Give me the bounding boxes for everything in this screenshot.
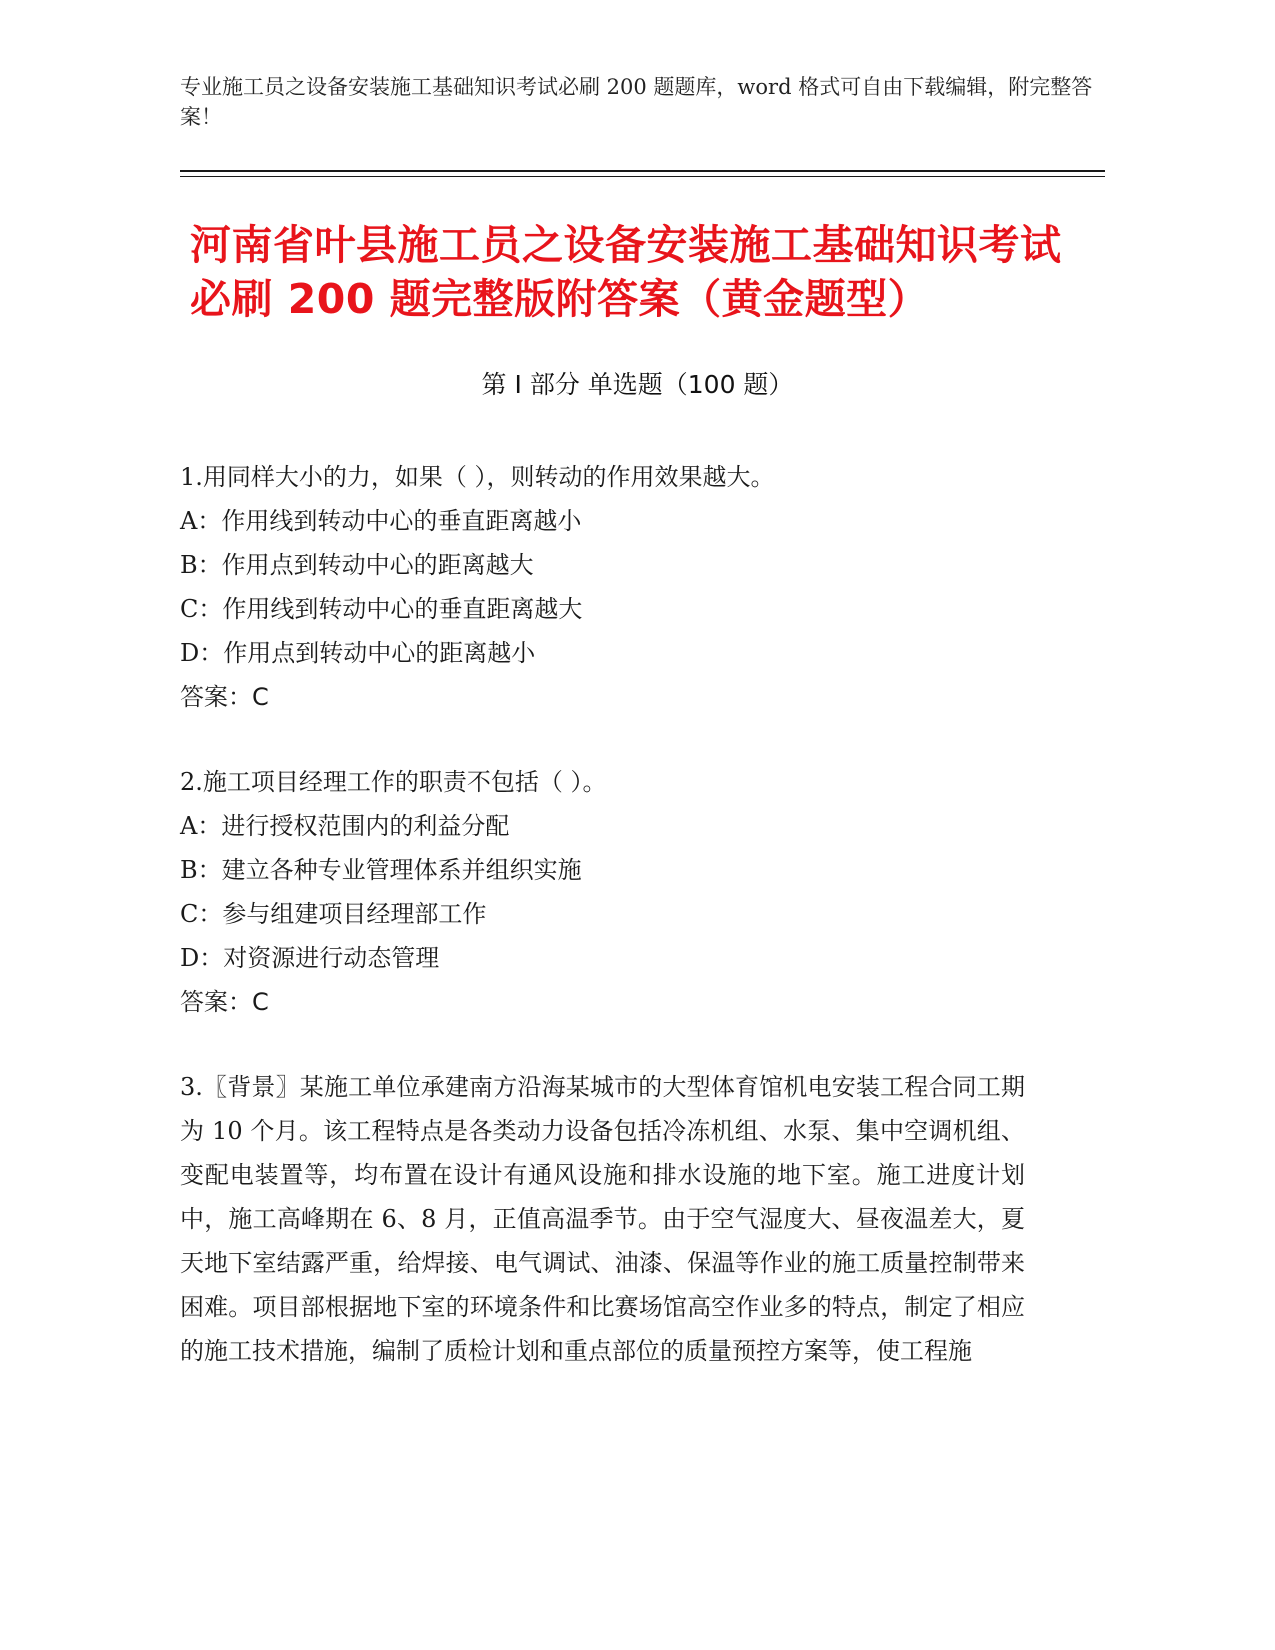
question-stem: 2.施工项目经理工作的职责不包括（ ）。 bbox=[180, 768, 607, 796]
question-stem: 1.用同样大小的力，如果（ ），则转动的作用效果越大。 bbox=[180, 463, 775, 491]
header-note: 专业施工员之设备安装施工基础知识考试必刷 200 题题库，word 格式可自由下载编辑，附完整答案！ bbox=[180, 75, 1093, 129]
option-c: C：作用线到转动中心的垂直距离越大 bbox=[180, 595, 583, 623]
option-b: B：建立各种专业管理体系并组织实施 bbox=[180, 856, 582, 884]
section-heading: 第 I 部分 单选题（100 题） bbox=[481, 370, 794, 399]
option-d: D：对资源进行动态管理 bbox=[180, 944, 440, 972]
question-1 bbox=[180, 455, 1030, 719]
question-3 bbox=[180, 1065, 1030, 1373]
option-a: A：进行授权范围内的利益分配 bbox=[180, 812, 510, 840]
option-d: D：作用点到转动中心的距离越小 bbox=[180, 639, 536, 667]
option-c: C：参与组建项目经理部工作 bbox=[180, 900, 487, 928]
question-2 bbox=[180, 760, 1030, 1024]
option-a: A：作用线到转动中心的垂直距离越小 bbox=[180, 507, 582, 535]
answer-line: 答案：C bbox=[180, 683, 269, 711]
question-stem: 3.〖背景〗某施工单位承建南方沿海某城市的大型体育馆机电安装工程合同工期为 10 个月。该工程特点是各类动力设备包括冷冻机组、水泵、集中空调机组、变配电装置等，均布置在设计有通风设施和排水设施的地下室。施工进度计划中，施工高峰期在 6、8 月，正值高温季节。由于空气湿度大、昼夜温差大，夏天地下室结露严重，给焊接、电气调试、油漆、保温等作业的施工质量控制带来困难。项目部根据地下室的环境条件和比赛场馆高空作业多的特点，制定了相应的施工技术措施，编制了质检计划和重点部位的质量预控方案等，使工程施 bbox=[180, 1073, 1025, 1365]
document-title: 河南省叶县施工员之设备安装施工基础知识考试必刷 200 题完整版附答案（黄金题型） bbox=[190, 221, 1062, 323]
header-divider-thin bbox=[180, 176, 1105, 177]
header-divider-thick bbox=[180, 170, 1105, 172]
option-b: B：作用点到转动中心的距离越大 bbox=[180, 551, 534, 579]
answer-line: 答案：C bbox=[180, 988, 269, 1016]
